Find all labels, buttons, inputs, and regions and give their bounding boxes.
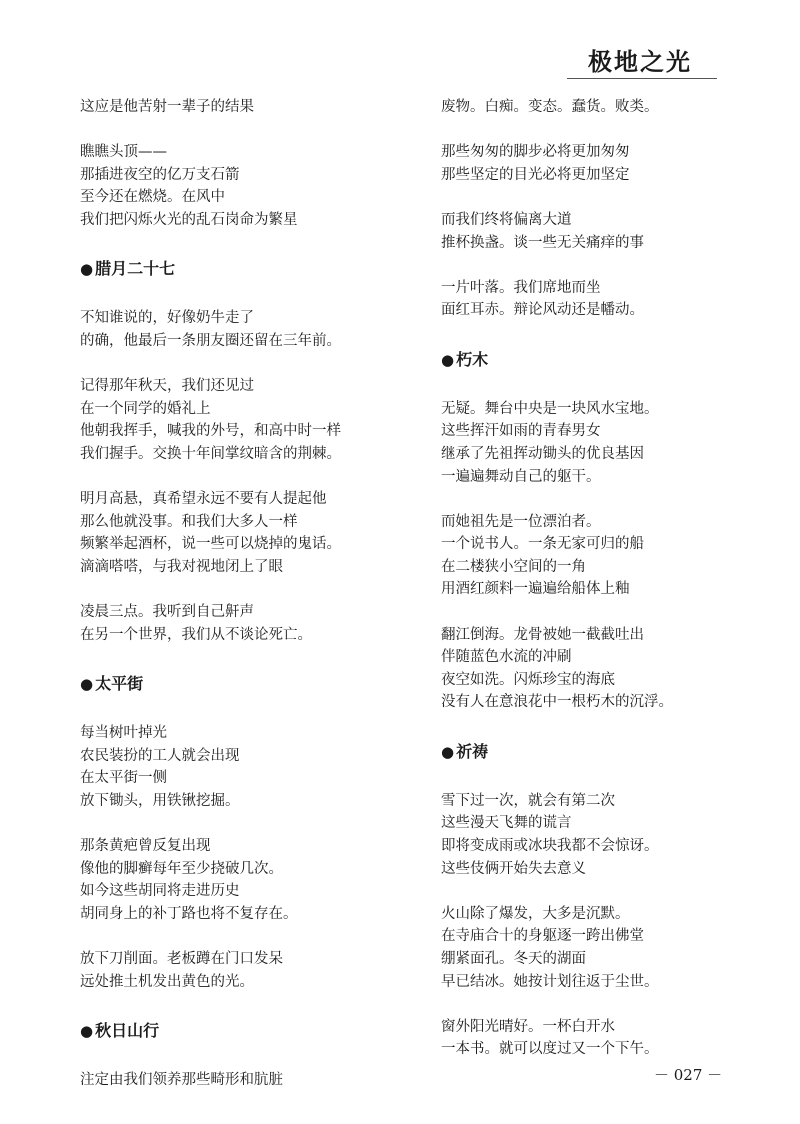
poem-title <box>80 258 400 281</box>
poem-line: 而她祖先是一位漂泊者。 <box>441 513 601 530</box>
poem-line: 窗外阳光晴好。一杯白开水 <box>441 1018 615 1035</box>
poem-line: 记得那年秋天，我们还见过 <box>80 378 254 395</box>
poem-line: 放下锄头，用铁锹挖掘。 <box>80 792 240 809</box>
poem-line: 那条黄疤曾反复出现 <box>80 838 211 854</box>
poem-line: 废物。白痴。变态。蠢货。败类。 <box>441 99 659 115</box>
poem-line: 推杯换盏。谈一些无关痛痒的事 <box>441 234 644 251</box>
stanza-gap <box>441 375 761 398</box>
poem-line: 在二楼狭小空间的一角 <box>441 558 586 575</box>
poem-line: 这应是他苦射一辈子的结果 <box>80 99 254 115</box>
header-rule <box>567 78 717 79</box>
poem-line: 凌晨三点。我听到自己鼾声 <box>80 604 254 621</box>
poem-line: 放下刀削面。老板蹲在门口发呆 <box>80 950 283 967</box>
poem-line: 继承了先祖挥动锄头的优良基因 <box>441 445 644 462</box>
poem-line: 雪下过一次，就会有第二次 <box>441 792 615 809</box>
poem-line: 一片叶落。我们席地而坐 <box>441 279 601 296</box>
poem-line: 那么他就没事。和我们大多人一样 <box>80 513 298 530</box>
poem-title <box>80 673 400 696</box>
stanza-gap <box>80 812 400 835</box>
poem-line: 那些匆匆的脚步必将更加匆匆 <box>441 144 630 161</box>
poem-line: 农民装扮的工人就会出现 <box>80 747 240 764</box>
bullet-icon: ● <box>441 742 455 761</box>
poem-title-text: 秋日山行 <box>95 1020 160 1040</box>
poem-line: 在太平街一侧 <box>80 770 167 787</box>
stanza-gap <box>441 119 761 142</box>
poem-line: 那些坚定的目光必将更加坚定 <box>441 166 630 183</box>
poem-line: 在一个同学的婚礼上 <box>80 400 211 417</box>
stanza-gap <box>80 646 400 669</box>
poem-line: 一个说书人。一条无家可归的船 <box>441 536 644 553</box>
stanza-gap <box>80 466 400 489</box>
poem-title <box>80 1020 400 1043</box>
bullet-icon: ● <box>80 1021 94 1040</box>
poem-line: 这些伎俩开始失去意义 <box>441 860 586 877</box>
poem-line: 如今这些胡同将走进历史 <box>80 883 240 900</box>
poem-line: 我们把闪烁火光的乱石岗命为繁星 <box>80 211 298 228</box>
stanza-gap <box>441 322 761 345</box>
stanza-gap <box>80 925 400 948</box>
poem-title-text: 朽木 <box>456 349 489 369</box>
poem-line: 注定由我们领养那些畸形和肮脏 <box>80 1071 283 1088</box>
stanza-gap <box>80 578 400 601</box>
poem-line: 翻江倒海。龙骨被她一截截吐出 <box>441 626 644 643</box>
poem-line: 滴滴嗒嗒，与我对视地闭上了眼 <box>80 558 283 575</box>
poem-line: 这些挥汗如雨的青春男女 <box>441 423 601 440</box>
poem-line: 频繁举起酒杯，说一些可以烧掉的鬼话。 <box>80 536 341 553</box>
stanza-gap <box>441 767 761 790</box>
stanza-gap <box>80 285 400 308</box>
stanza-gap <box>80 993 400 1016</box>
poem-line: 不知谁说的，好像奶牛走了 <box>80 310 254 327</box>
poem-line: 像他的脚癣每年至少挠破几次。 <box>80 860 283 877</box>
poem-line: 夜空如洗。闪烁珍宝的海底 <box>441 671 615 688</box>
stanza-gap <box>441 880 761 903</box>
stanza-gap <box>80 1046 400 1069</box>
poem-line: 一遍遍舞动自己的躯干。 <box>441 468 601 485</box>
stanza-gap <box>80 232 400 255</box>
poem-line: 瞧瞧头顶—— <box>80 144 167 161</box>
stanza-gap <box>80 353 400 376</box>
poem-line: 至今还在燃烧。在风中 <box>80 189 225 206</box>
poem-line: 他朝我挥手，喊我的外号，和高中时一样 <box>80 423 341 440</box>
stanza-gap <box>441 254 761 277</box>
stanza-gap <box>80 699 400 722</box>
poem-line: 一本书。就可以度过又一个下午。 <box>441 1041 659 1058</box>
poem-line: 早已结冰。她按计划往返于尘世。 <box>441 973 659 990</box>
poem-title <box>441 349 761 372</box>
poem-line: 火山除了爆发，大多是沉默。 <box>441 905 630 922</box>
running-header-title: 极地之光 <box>588 48 692 76</box>
poem-line: 明月高悬，真希望永远不要有人提起他 <box>80 491 327 508</box>
poem-title-text: 太平街 <box>95 673 144 693</box>
poem-line: 这些漫天飞舞的谎言 <box>441 815 572 832</box>
stanza-gap <box>80 119 400 142</box>
poem-title-text: 祈祷 <box>456 741 489 761</box>
poem-line: 胡同身上的补丁路也将不复存在。 <box>80 905 298 922</box>
stanza-gap <box>441 993 761 1016</box>
poem-line: 在寺庙合十的身躯逐一跨出佛堂 <box>441 928 644 945</box>
poem-line: 没有人在意浪花中一根朽木的沉浮。 <box>441 694 673 711</box>
page-number: － 027 － <box>654 1066 723 1084</box>
poem-line: 我们握手。交换十年间掌纹暗含的荆棘。 <box>80 445 341 462</box>
poem-line: 每当树叶掉光 <box>80 725 167 742</box>
poem-line: 那插进夜空的亿万支石箭 <box>80 166 240 183</box>
poem-line: 在另一个世界，我们从不谈论死亡。 <box>80 626 312 643</box>
stanza-gap <box>441 601 761 624</box>
right-column <box>441 96 761 1061</box>
bullet-icon: ● <box>80 674 94 693</box>
bullet-icon: ● <box>441 350 455 369</box>
poem-line: 用酒红颜料一遍遍给船体上釉 <box>441 581 630 598</box>
stanza-gap <box>441 186 761 209</box>
poem-title <box>441 741 761 764</box>
left-column <box>80 96 400 1092</box>
poem-line: 伴随蓝色水流的冲刷 <box>441 649 572 666</box>
poem-line: 远处推土机发出黄色的光。 <box>80 973 254 990</box>
bullet-icon: ● <box>80 260 94 279</box>
poem-line: 面红耳赤。辩论风动还是幡动。 <box>441 302 644 319</box>
poem-line: 的确，他最后一条朋友圈还留在三年前。 <box>80 332 341 349</box>
poem-line: 无疑。舞台中央是一块风水宝地。 <box>441 400 659 417</box>
poem-line: 绷紧面孔。冬天的湖面 <box>441 950 586 967</box>
stanza-gap <box>441 488 761 511</box>
poem-line: 而我们终将偏离大道 <box>441 211 572 228</box>
poem-line: 即将变成雨或冰块我都不会惊讶。 <box>441 838 659 854</box>
poem-title-text: 腊月二十七 <box>95 259 176 279</box>
stanza-gap <box>441 714 761 737</box>
